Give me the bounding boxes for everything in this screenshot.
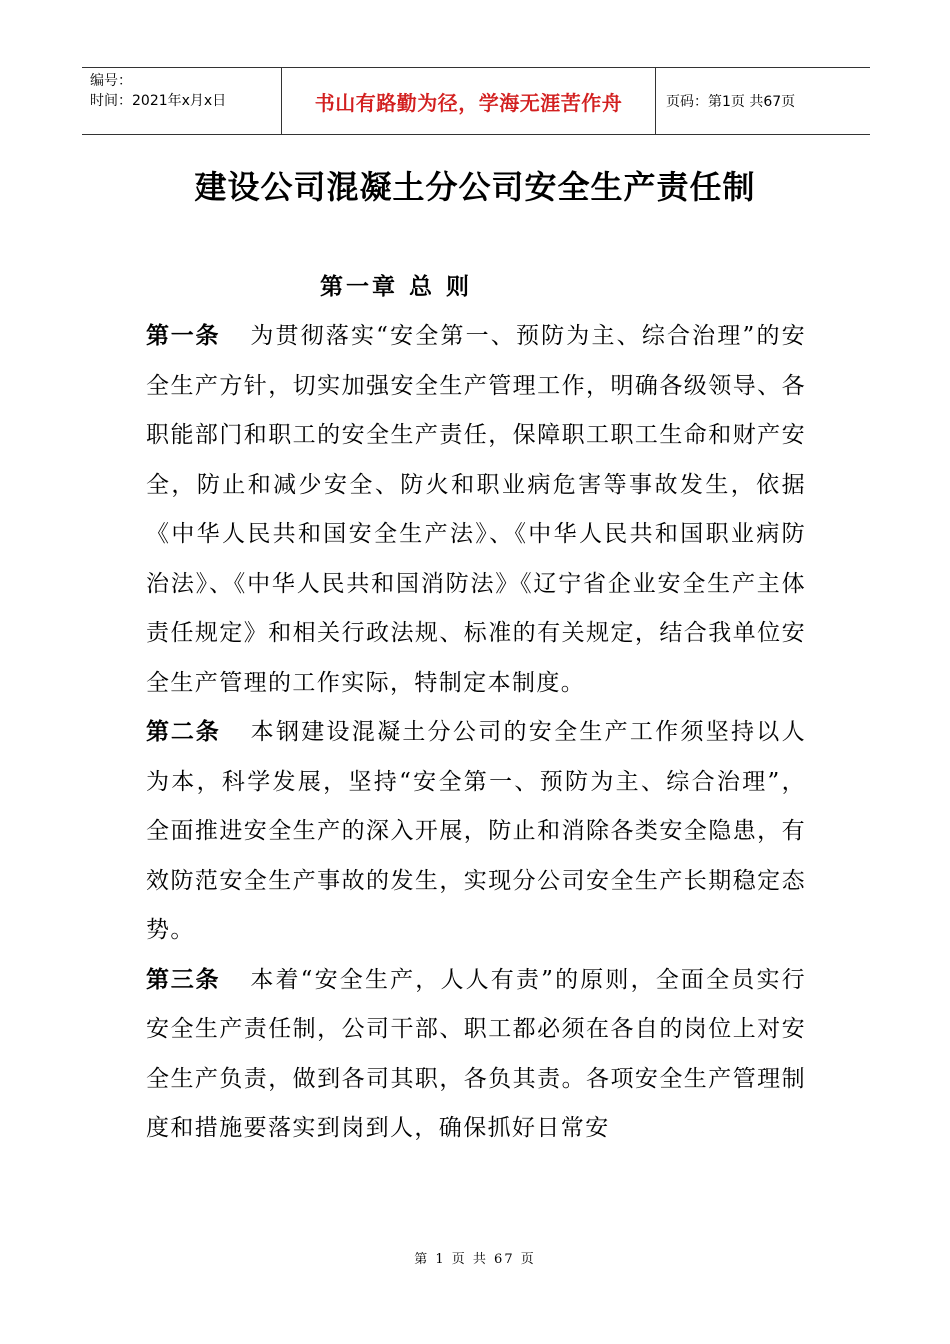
article-paragraph: [146, 708, 806, 956]
article-paragraph: [146, 312, 806, 708]
article-text: 为贯彻落实“安全第一、预防为主、综合治理”的安全生产方针，切实加强安全生产管理工作，明确各级领导、各职能部门和职工的安全生产责任，保障职工职工生命和财产安全，防止和减少安全、防火和职业病危害等事故发生，依据《中华人民共和国安全生产法》、《中华人民共和国职业病防治法》、《中华人民共和国消防法》《辽宁省企业安全生产主体责任规定》和相关行政法规、标准的有关规定，结合我单位安全生产管理的工作实际，特制定本制度。: [146, 323, 807, 696]
header-page-info: [656, 68, 870, 134]
document-date: 时间：2021年x月x日: [90, 93, 227, 109]
article-label: 第三条: [146, 966, 221, 993]
page-info: 页码：第1页 共67页: [666, 94, 796, 110]
page-footer: 第 1 页 共 67 页: [414, 1252, 536, 1267]
header-motto-cell: [282, 68, 656, 134]
article-text: 本钢建设混凝土分公司的安全生产工作须坚持以人为本，科学发展，坚持“安全第一、预防为主、综合治理”，全面推进安全生产的深入开展，防止和消除各类安全隐患，有效防范安全生产事故的发生，实现分公司安全生产长期稳定态势。: [146, 719, 806, 943]
article-paragraph: [146, 956, 806, 1154]
motto: 书山有路勤为径，学海无涯苦作舟: [314, 90, 623, 115]
article-label: 第一条: [146, 323, 221, 349]
document-title: 建设公司混凝土分公司安全生产责任制: [194, 168, 756, 206]
article-label: 第二条: [146, 719, 221, 745]
document-body: [146, 312, 806, 1154]
article-text: 本着“安全生产，人人有责”的原则，全面全员实行安全生产责任制，公司干部、职工都必须在各自的岗位上对安全生产负责，做到各司其职，各负其责。各项安全生产管理制度和措施要落实到岗到人，确保抓好日常安: [146, 966, 807, 1141]
chapter-heading: 第一章 总 则: [320, 273, 473, 300]
header-meta: [82, 68, 282, 134]
document-number: 编号：: [90, 73, 132, 89]
page-header: [82, 67, 870, 135]
